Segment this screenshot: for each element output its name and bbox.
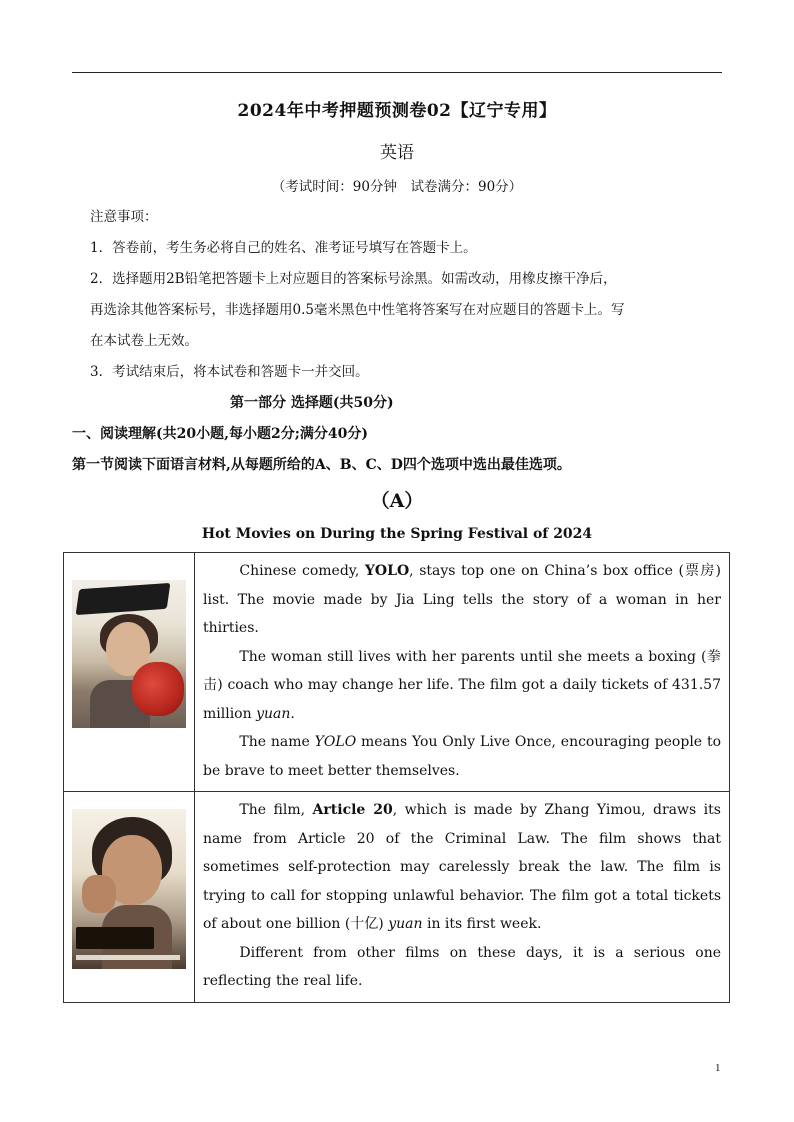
- passage-heading: Hot Movies on During the Spring Festival of 2024: [201, 526, 593, 542]
- notes-heading: 注意事项：: [90, 209, 158, 225]
- page-title: 2024年中考押题预测卷02【辽宁专用】: [237, 101, 557, 121]
- passage-label: （A）: [370, 490, 424, 512]
- notes-item-2-line-1: 2．选择题用2B铅笔把答题卡上对应题目的答案标号涂黑。如需改动，用橡皮擦干净后，: [90, 271, 617, 287]
- notes-item-1: 1．答卷前，考生务必将自己的姓名、准考证号填写在答题卡上。: [90, 240, 477, 256]
- notes-section: [90, 202, 730, 388]
- exam-info: （考试时间：90分钟 试卷满分：90分）: [271, 179, 523, 195]
- boxing-glove-art: [132, 662, 184, 716]
- notes-item-2-line-3: 在本试卷上无效。: [90, 333, 198, 349]
- movie-description-article-20: [195, 792, 730, 1003]
- yolo-poster-image: [72, 580, 186, 728]
- movie-paragraph: The name YOLO means You Only Live Once, encouraging people to be brave to meet better themselves.: [203, 734, 721, 779]
- page-number: 1: [715, 1062, 721, 1074]
- article-20-poster-image: [72, 809, 186, 969]
- part-title: 第一部分 选择题(共50分): [230, 395, 394, 411]
- movie-paragraph: Different from other films on these days, it is a serious one reflecting the real life.: [203, 944, 721, 989]
- movies-table: [63, 552, 730, 1003]
- table-row: [64, 792, 730, 1003]
- poster-cell: [64, 792, 195, 1003]
- movie-description-yolo: [195, 553, 730, 792]
- notes-item-3: 3．考试结束后，将本试卷和答题卡一并交回。: [90, 364, 369, 380]
- poster-title-art: [76, 927, 154, 949]
- movie-paragraph: The film, Article 20, which is made by Zhang Yimou, draws its name from Article 20 of the Criminal Law. The film shows that sometimes self-protection may carelessly break the law. The film is trying to call for stopping unlawful behavior. The film got a total tickets of about one billion (十亿) yuan in its first week.: [203, 802, 721, 932]
- subject-title: 英语: [380, 143, 414, 163]
- movie-paragraph: The woman still lives with her parents until she meets a boxing (拳击) coach who may change her life. The film got a daily tickets of 431.57 million yuan.: [203, 648, 721, 722]
- movie-paragraph: Chinese comedy, YOLO, stays top one on China’s box office (票房) list. The movie made by Jia Ling tells the story of a woman in her thirties.: [203, 563, 722, 636]
- table-row: [64, 553, 730, 792]
- section-instruction: 第一节阅读下面语言材料,从每题所给的A、B、C、D四个选项中选出最佳选项。: [72, 457, 571, 473]
- notes-item-2-line-2: 再选涂其他答案标号，非选择题用0.5毫米黑色中性笔将答案写在对应题目的答题卡上。写: [90, 302, 625, 318]
- poster-cell: [64, 553, 195, 792]
- header-rule: [72, 72, 722, 73]
- poster-title-art: [76, 583, 171, 615]
- section-title: 一、阅读理解(共20小题,每小题2分;满分40分): [72, 426, 368, 442]
